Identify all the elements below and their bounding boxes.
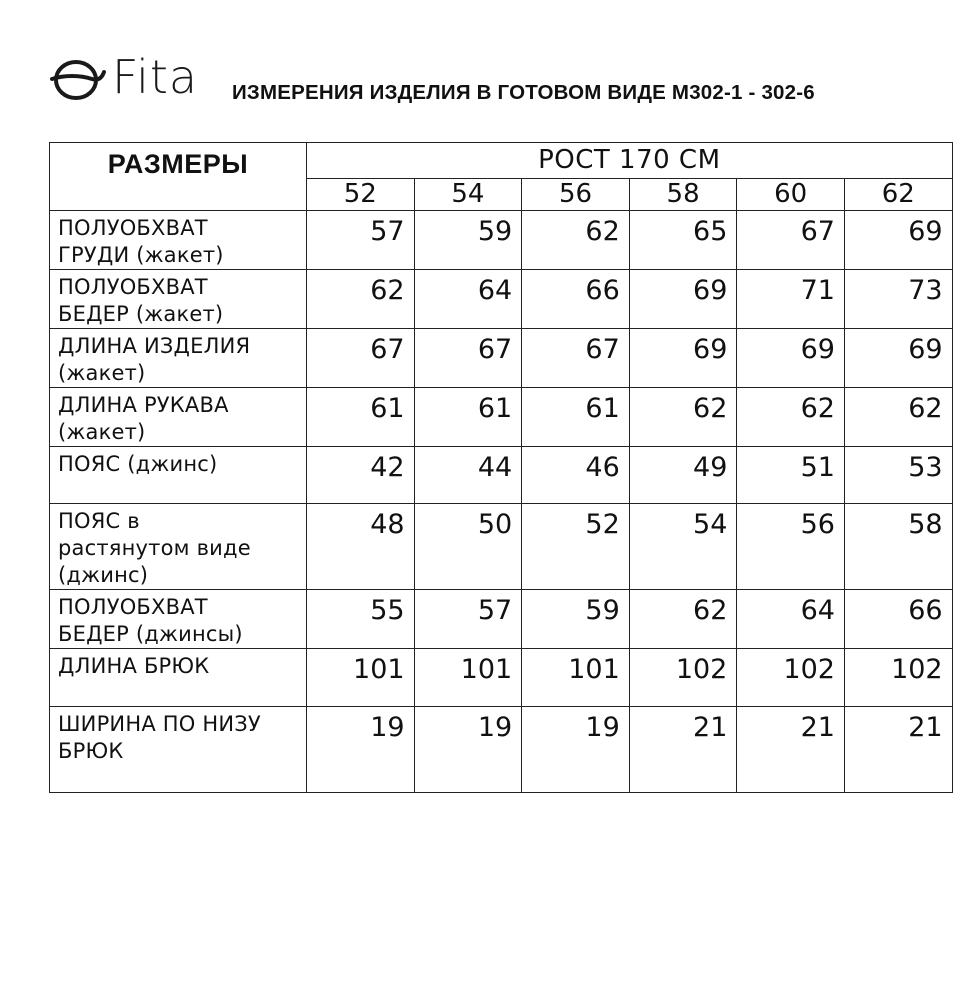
measurement-value: 61	[522, 388, 630, 447]
measurement-label-line: ДЛИНА ИЗДЕЛИЯ	[58, 334, 251, 358]
measurement-value: 58	[844, 504, 952, 590]
measurement-label-line: ДЛИНА РУКАВА	[58, 393, 229, 417]
measurement-value: 67	[307, 329, 415, 388]
measurement-value: 69	[629, 270, 737, 329]
measurement-value: 57	[307, 211, 415, 270]
size-header: 56	[522, 179, 630, 211]
measurement-value: 67	[522, 329, 630, 388]
measurement-value: 62	[522, 211, 630, 270]
table-row	[50, 504, 953, 590]
measurement-value: 62	[844, 388, 952, 447]
measurement-value: 21	[844, 707, 952, 793]
measurement-label	[50, 707, 307, 793]
sizes-header: РАЗМЕРЫ	[50, 143, 307, 211]
measurement-value: 64	[414, 270, 522, 329]
measurement-value: 101	[307, 649, 415, 707]
measurement-value: 59	[414, 211, 522, 270]
size-header: 58	[629, 179, 737, 211]
table-row	[50, 329, 953, 388]
measurement-value: 67	[737, 211, 845, 270]
measurement-label-line: ПОЛУОБХВАТ	[58, 275, 208, 299]
measurement-label	[50, 504, 307, 590]
measurement-value: 52	[522, 504, 630, 590]
measurement-value: 69	[844, 329, 952, 388]
measurement-label	[50, 590, 307, 649]
measurement-value: 69	[629, 329, 737, 388]
measurement-label-line: (джинс)	[58, 563, 149, 587]
size-header: 62	[844, 179, 952, 211]
measurement-value: 57	[414, 590, 522, 649]
measurement-label	[50, 447, 307, 504]
measurement-value: 56	[737, 504, 845, 590]
measurement-value: 102	[737, 649, 845, 707]
measurement-value: 62	[737, 388, 845, 447]
measurement-value: 42	[307, 447, 415, 504]
measurement-value: 51	[737, 447, 845, 504]
measurement-value: 49	[629, 447, 737, 504]
measurement-value: 53	[844, 447, 952, 504]
measurement-value: 65	[629, 211, 737, 270]
measurement-value: 64	[737, 590, 845, 649]
table-row	[50, 590, 953, 649]
table-row	[50, 211, 953, 270]
brand-logo	[50, 52, 198, 102]
measurement-label-line: БЕДЕР (джинсы)	[58, 622, 243, 646]
measurement-value: 67	[414, 329, 522, 388]
measurement-value: 62	[629, 590, 737, 649]
table-row	[50, 447, 953, 504]
measurement-label-line: (жакет)	[58, 420, 146, 444]
fita-logo-mark-icon	[50, 52, 106, 102]
measurement-value: 102	[844, 649, 952, 707]
table-row	[50, 707, 953, 793]
size-header: 54	[414, 179, 522, 211]
measurement-value: 73	[844, 270, 952, 329]
measurement-label	[50, 329, 307, 388]
header-row-height	[50, 143, 953, 179]
measurement-value: 66	[522, 270, 630, 329]
document-title: ИЗМЕРЕНИЯ ИЗДЕЛИЯ В ГОТОВОМ ВИДЕ М302-1 - 302-6	[232, 81, 815, 104]
measurement-value: 69	[737, 329, 845, 388]
measurement-label-line: (жакет)	[58, 361, 146, 385]
size-header: 52	[307, 179, 415, 211]
measurement-value: 19	[522, 707, 630, 793]
measurement-label-line: ПОЛУОБХВАТ	[58, 595, 208, 619]
measurement-value: 55	[307, 590, 415, 649]
measurement-value: 54	[629, 504, 737, 590]
measurement-label	[50, 388, 307, 447]
measurement-value: 102	[629, 649, 737, 707]
measurement-value: 59	[522, 590, 630, 649]
measurement-label-line: ГРУДИ (жакет)	[58, 243, 224, 267]
size-header: 60	[737, 179, 845, 211]
measurement-value: 46	[522, 447, 630, 504]
measurement-label-line: ДЛИНА БРЮК	[58, 654, 210, 678]
measurement-label-line: БРЮК	[58, 739, 124, 763]
measurement-label-line: БЕДЕР (жакет)	[58, 302, 224, 326]
table-row	[50, 649, 953, 707]
measurement-value: 61	[414, 388, 522, 447]
measurement-value: 48	[307, 504, 415, 590]
measurement-value: 69	[844, 211, 952, 270]
measurement-value: 44	[414, 447, 522, 504]
measurement-label-line: ПОЯС в	[58, 509, 140, 533]
height-header: РОСТ 170 СМ	[307, 143, 953, 179]
measurement-value: 62	[629, 388, 737, 447]
measurement-value: 61	[307, 388, 415, 447]
measurement-value: 101	[414, 649, 522, 707]
measurement-value: 71	[737, 270, 845, 329]
measurement-label-line: ШИРИНА ПО НИЗУ	[58, 712, 261, 736]
measurement-value: 21	[629, 707, 737, 793]
measurement-label-line: растянутом виде	[58, 536, 251, 560]
measurement-label	[50, 270, 307, 329]
measurement-value: 19	[414, 707, 522, 793]
measurement-label-line: ПОЯС (джинс)	[58, 452, 218, 476]
measurement-label	[50, 211, 307, 270]
table-row	[50, 388, 953, 447]
measurement-value: 21	[737, 707, 845, 793]
table-row	[50, 270, 953, 329]
measurement-label-line: ПОЛУОБХВАТ	[58, 216, 208, 240]
measurements-table	[49, 142, 953, 793]
measurement-value: 101	[522, 649, 630, 707]
measurement-value: 19	[307, 707, 415, 793]
measurement-label	[50, 649, 307, 707]
measurement-value: 50	[414, 504, 522, 590]
brand-name: Fita	[112, 50, 199, 104]
measurement-value: 62	[307, 270, 415, 329]
measurement-value: 66	[844, 590, 952, 649]
